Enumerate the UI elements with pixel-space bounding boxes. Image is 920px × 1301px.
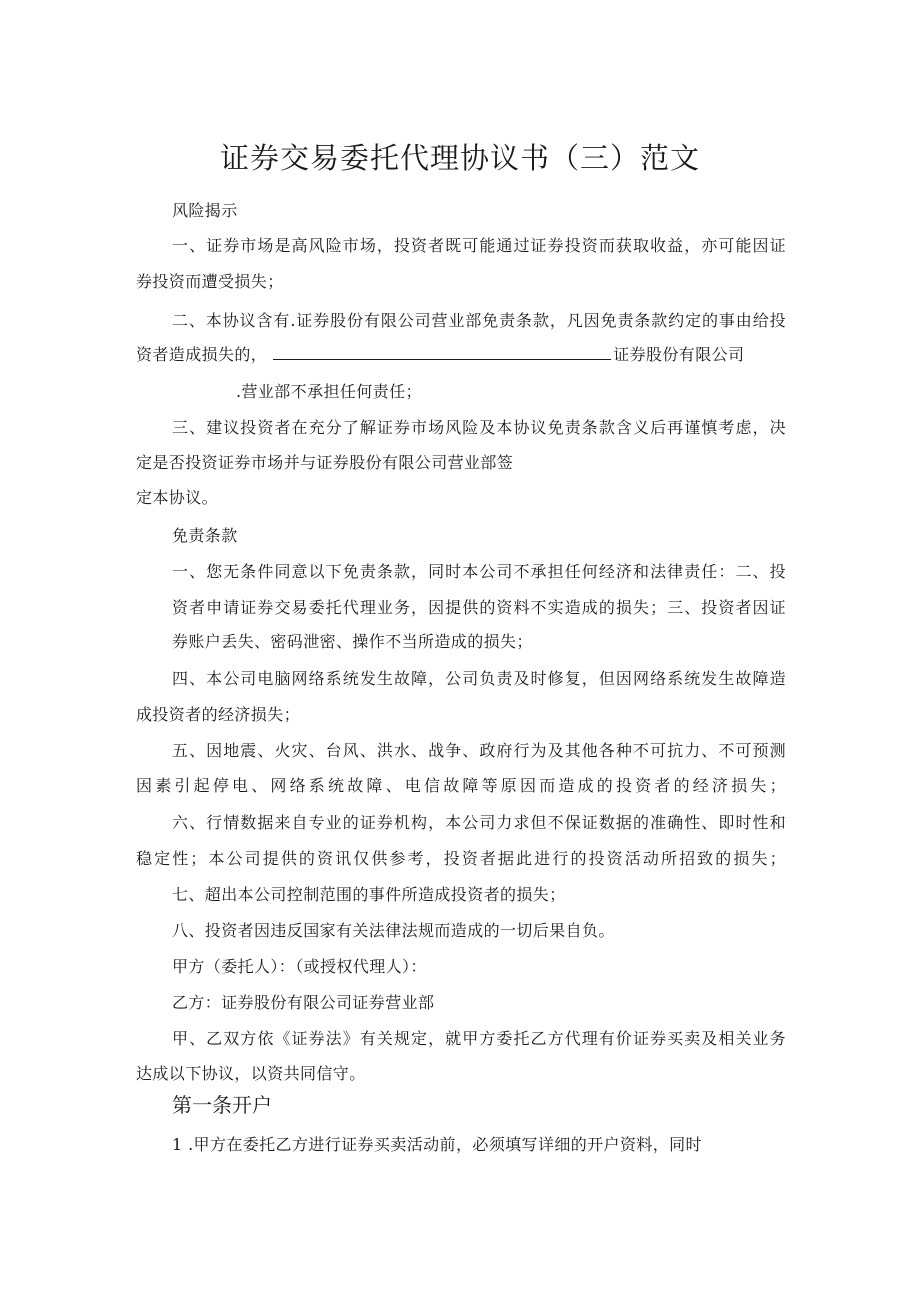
exempt-paragraph-6-line-2: 稳定性；本公司提供的资讯仅供参考，投资者据此进行的投资活动所招致的损失； (136, 849, 786, 868)
risk-paragraph-2-line-1: 二、本协议含有.证券股份有限公司营业部免责条款，凡因免责条款约定的事由给投 (172, 311, 786, 330)
exempt-paragraph-1-line-1: 一、您无条件同意以下免责条款，同时本公司不承担任何经济和法律责任：二、投 (172, 562, 786, 581)
party-b-line: 乙方：证券股份有限公司证券营业部 (172, 993, 435, 1012)
article-1-heading: 第一条开户 (172, 1093, 272, 1117)
exempt-paragraph-8: 八、投资者因违反国家有关法律法规而造成的一切后果自负。 (172, 921, 615, 940)
risk-paragraph-3-line-1: 三、建议投资者在充分了解证券市场风险及本协议免责条款含义后再谨慎考虑，决 (172, 418, 786, 437)
risk-paragraph-1-line-1: 一、证券市场是高风险市场，投资者既可能通过证券投资而获取收益，亦可能因证 (172, 236, 786, 255)
risk-paragraph-3-line-3: 定本协议。 (136, 488, 219, 507)
exempt-paragraph-7: 七、超出本公司控制范围的事件所造成投资者的损失； (172, 885, 566, 904)
article-1-clause-1: 1 .甲方在委托乙方进行证券买卖活动前，必须填写详细的开户资料，同时 (172, 1135, 702, 1154)
agreement-intro-line-1: 甲、乙双方依《证券法》有关规定，就甲方委托乙方代理有价证券买卖及相关业务 (172, 1029, 786, 1048)
exempt-paragraph-5-line-1: 五、因地震、火灾、台风、洪水、战争、政府行为及其他各种不可抗力、不可预测 (172, 741, 786, 760)
exempt-paragraph-4-line-1: 四、本公司电脑网络系统发生故障，公司负责及时修复，但因网络系统发生故障造 (172, 669, 786, 688)
risk-paragraph-2-line-2 (136, 344, 744, 366)
agreement-intro-line-2: 达成以下协议，以资共同信守。 (136, 1064, 366, 1083)
risk-paragraph-1-line-2: 券投资而遭受损失； (136, 272, 284, 291)
exempt-paragraph-1-line-2: 资者申请证券交易委托代理业务，因提供的资料不实造成的损失；三、投资者因证 (172, 598, 786, 617)
document-title: 证券交易委托代理协议书（三）范文 (219, 141, 700, 175)
blank-fill-line (273, 344, 611, 360)
exempt-paragraph-4-line-2: 成投资者的经济损失； (136, 705, 301, 724)
exempt-heading: 免责条款 (172, 526, 238, 545)
risk-heading: 风险揭示 (172, 201, 238, 220)
party-a-line: 甲方（委托人）：（或授权代理人）： (172, 957, 427, 976)
risk-paragraph-2-line-3: .营业部不承担任何责任； (236, 382, 422, 401)
exempt-paragraph-5-line-2: 因素引起停电、网络系统故障、电信故障等原因而造成的投资者的经济损失； (136, 776, 786, 795)
exempt-paragraph-6-line-1: 六、行情数据来自专业的证券机构，本公司力求但不保证数据的准确性、即时性和 (172, 813, 786, 832)
risk-paragraph-3-line-2: 定是否投资证券市场并与证券股份有限公司营业部签 (136, 453, 514, 472)
risk-paragraph-2-company: 证券股份有限公司 (613, 345, 745, 364)
risk-paragraph-2-prefix: 资者造成损失的， (136, 345, 268, 364)
exempt-paragraph-1-line-3: 券账户丢失、密码泄密、操作不当所造成的损失； (172, 632, 533, 651)
